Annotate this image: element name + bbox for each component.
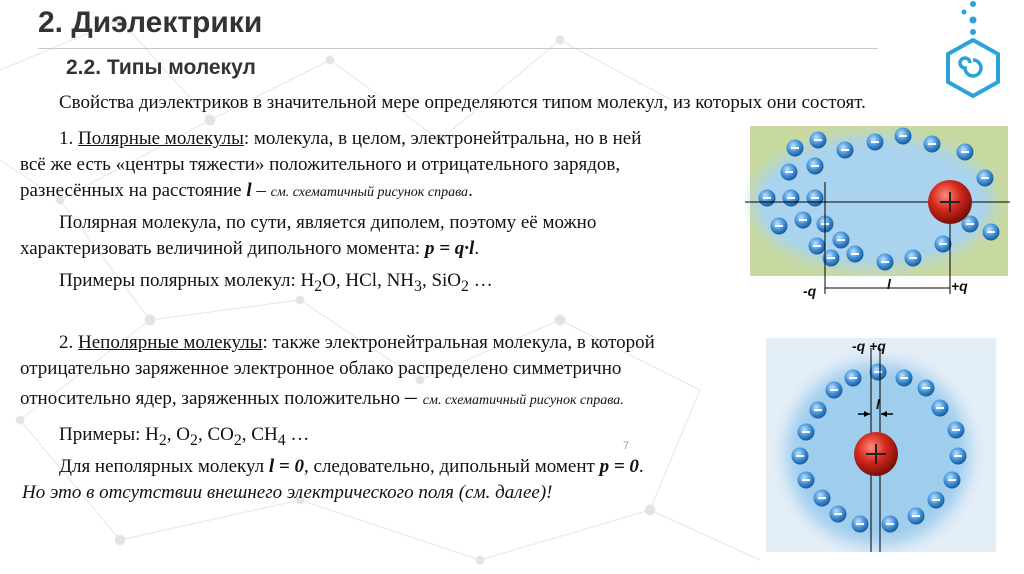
polar-line1-rest: : молекула, в целом, электронейтральна, но в ней	[243, 128, 642, 149]
electron-icon	[830, 506, 847, 523]
ex-text: H	[300, 270, 315, 291]
ex-sub: 2	[461, 277, 469, 295]
nonpolar-line-1	[59, 330, 655, 356]
zero-pre: Для неполярных молекул	[59, 456, 269, 477]
dipole-line-1: Полярная молекула, по сути, является диполем, поэтому её можно	[59, 212, 597, 233]
ex-sub: 2	[190, 431, 198, 449]
intro-text: Свойства диэлектриков в значительной мере определяются типом молекул, из которых они состоят.	[59, 92, 866, 113]
electron-icon	[807, 158, 824, 175]
electron-icon	[798, 424, 815, 441]
ex-text: , CO	[197, 424, 234, 445]
polar-minus-q-label: -q	[803, 283, 817, 299]
polar-num: 1.	[59, 128, 78, 149]
polar-line3-end: .	[468, 180, 473, 201]
polar-examples	[59, 268, 493, 300]
electron-icon	[882, 516, 899, 533]
electron-icon	[792, 448, 809, 465]
electron-icon	[957, 144, 974, 161]
nonpolar-charges-label: -q +q	[852, 338, 886, 354]
ex-sub: 4	[277, 431, 286, 449]
nonpolar-line-2: отрицательно заряженное электронное облако распределено симметрично	[20, 358, 622, 379]
zero-l: l = 0	[268, 456, 305, 477]
polar-l-label: l	[887, 276, 891, 292]
zero-dipole-line	[59, 454, 644, 480]
external-field-note: Но это в отсутствии внешнего электрического поля (см. далее)!	[22, 482, 553, 503]
electron-icon	[826, 382, 843, 399]
page-title: 2. Диэлектрики	[38, 6, 263, 39]
ex-sub: 2	[314, 277, 323, 295]
nonpolar-l-label: l	[876, 396, 880, 412]
electron-icon	[810, 132, 827, 149]
electron-icon	[895, 128, 912, 145]
ex-text: , O	[166, 424, 191, 445]
zero-p: p = 0	[599, 456, 639, 477]
electron-icon	[896, 370, 913, 387]
electron-icon	[867, 134, 884, 151]
ex-sub: 2	[158, 431, 167, 449]
dipole-formula-end: .	[474, 238, 480, 259]
electron-icon	[807, 190, 824, 207]
electron-icon	[950, 448, 967, 465]
nonpolar-examples	[59, 422, 309, 454]
dipole-formula: p = q·l	[424, 238, 475, 259]
ex-text: H	[145, 424, 159, 445]
polar-dash: –	[251, 180, 271, 201]
electron-icon	[833, 232, 850, 249]
ex-sub: 3	[414, 277, 422, 295]
electron-icon	[928, 492, 945, 509]
polar-line3-pre: разнесённых на расстояние	[20, 180, 247, 201]
electron-icon	[810, 402, 827, 419]
zero-mid: , следовательно, дипольный момент	[304, 456, 600, 477]
electron-icon	[924, 136, 941, 153]
nonpolar-molecule-figure	[766, 338, 996, 552]
electron-icon	[935, 236, 952, 253]
section-subtitle: 2.2. Типы молекул	[66, 56, 256, 79]
molecule-logo-icon	[940, 0, 1006, 100]
nonpolar-num: 2.	[59, 332, 78, 353]
nonpolar-line1-rest: : также электронейтральная молекула, в которой	[262, 332, 655, 353]
title-divider	[38, 48, 878, 49]
polar-line-1	[59, 126, 641, 152]
nonpolar-line-3	[20, 384, 624, 414]
polar-l: l	[246, 180, 252, 201]
electron-icon	[845, 370, 862, 387]
electron-icon	[870, 364, 887, 381]
electron-icon	[948, 422, 965, 439]
polar-molecule-figure	[745, 122, 1015, 300]
electron-icon	[814, 490, 831, 507]
ex-sub: 2	[233, 431, 242, 449]
polar-line-2: всё же есть «центры тяжести» положительного и отрицательного зарядов,	[20, 154, 621, 175]
zero-end: .	[638, 456, 644, 477]
electron-icon	[798, 472, 815, 489]
electron-icon	[918, 380, 935, 397]
electron-icon	[783, 190, 800, 207]
electron-icon	[837, 142, 854, 159]
polar-plus-q-label: +q	[951, 278, 968, 294]
electron-icon	[795, 212, 812, 229]
electron-icon	[787, 140, 804, 157]
dipole-line-2	[20, 236, 479, 262]
electron-icon	[847, 246, 864, 263]
electron-icon	[877, 254, 894, 271]
nonpolar-examples-prefix: Примеры:	[59, 424, 146, 445]
electron-icon	[905, 250, 922, 267]
electron-icon	[977, 170, 994, 187]
electron-icon	[809, 238, 826, 255]
electron-icon	[908, 508, 925, 525]
electron-icon	[852, 516, 869, 533]
polar-examples-prefix: Примеры полярных молекул:	[59, 270, 301, 291]
nonpolar-term: Неполярные молекулы	[78, 332, 263, 353]
nonpolar-note: см. схематичный рисунок справа.	[422, 393, 624, 408]
polar-note: см. схематичный рисунок справа	[270, 185, 469, 200]
ex-text: …	[468, 270, 493, 291]
electron-icon	[771, 218, 788, 235]
electron-icon	[983, 224, 1000, 241]
page-number: 7	[623, 440, 630, 452]
ex-text: O, HCl, NH	[322, 270, 415, 291]
polar-term: Полярные молекулы	[78, 128, 244, 149]
electron-icon	[932, 400, 949, 417]
electron-icon	[759, 190, 776, 207]
ex-text: …	[285, 424, 310, 445]
polar-line-3	[20, 178, 473, 206]
ex-text: , CH	[241, 424, 278, 445]
electron-icon	[781, 164, 798, 181]
ex-text: , SiO	[421, 270, 462, 291]
dipole-line2-pre: характеризовать величиной дипольного момента:	[20, 238, 425, 259]
nonpolar-line3-pre: относительно ядер, заряженных положительно	[20, 388, 405, 409]
electron-icon	[944, 472, 961, 489]
nonpolar-dash: –	[404, 384, 423, 410]
